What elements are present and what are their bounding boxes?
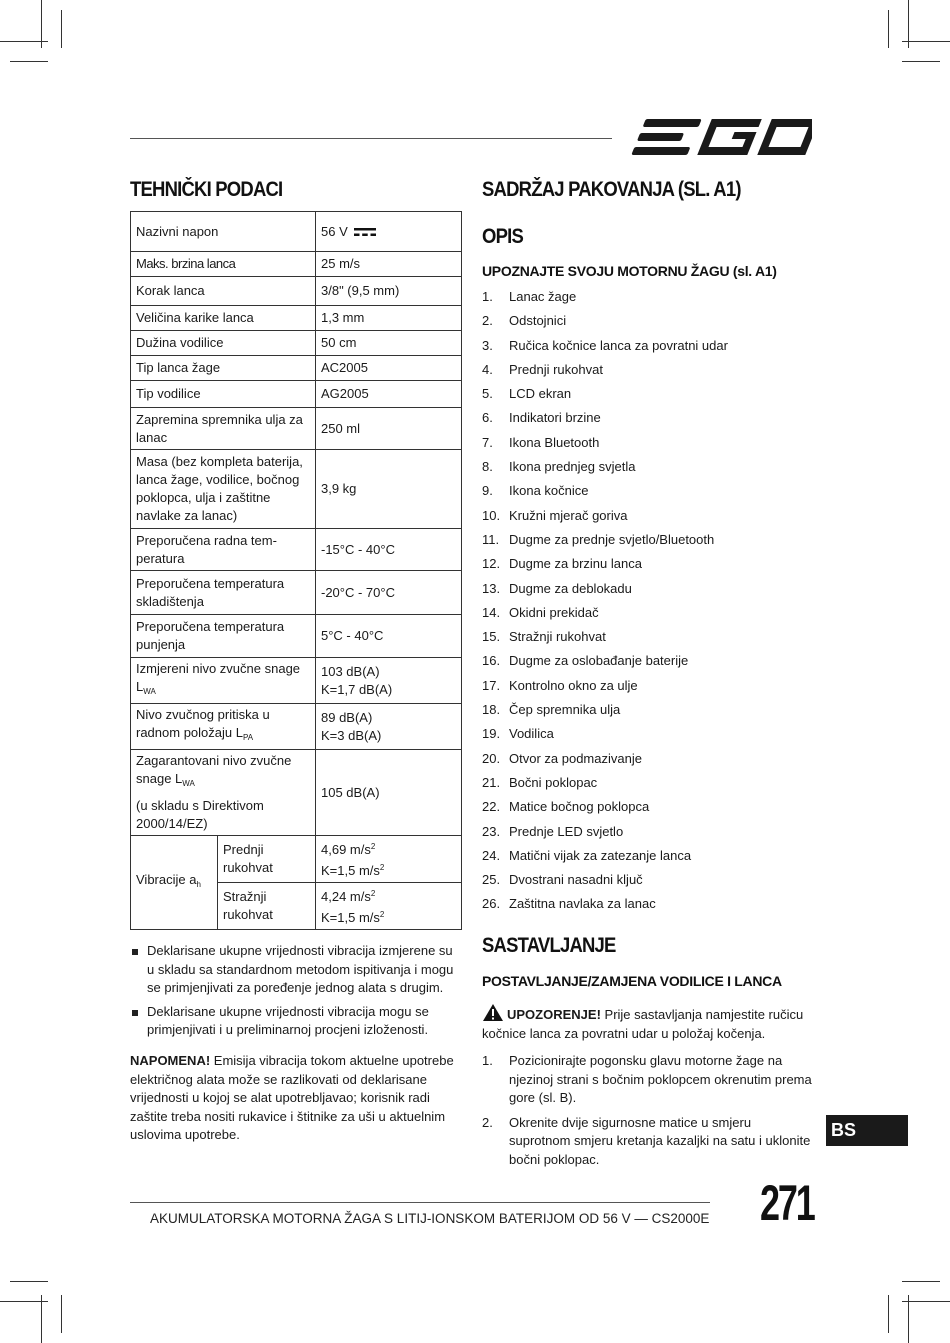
vibration-value xyxy=(316,883,462,930)
note-label: NAPOMENA! xyxy=(130,1053,211,1068)
table-row xyxy=(131,212,462,252)
list-item: 5. LCD ekran xyxy=(482,386,572,402)
spec-value xyxy=(316,704,462,750)
table-row xyxy=(131,306,462,331)
list-item: 20. Otvor za podmazivanje xyxy=(482,750,642,766)
table-row xyxy=(131,658,462,704)
vibration-notes-list xyxy=(130,942,462,1045)
list-item: Deklarisane ukupne vrijednosti vibracija mogu se primjenjivati i u preliminarnoj procjeni izloženosti. xyxy=(130,1003,462,1040)
list-item: Deklarisane ukupne vrijednosti vibracija izmjerene su u skladu sa standardnom metodom ispitivanja i mogu se primjenjivati za poređenje jednog alata s drugim. xyxy=(130,942,462,998)
page-number: 271 xyxy=(760,1175,814,1231)
vibration-value-text: 4,24 m/s xyxy=(321,889,371,904)
spec-label-sub: WA xyxy=(143,687,156,696)
spec-value-text: 103 dB(A) xyxy=(321,663,380,679)
table-row xyxy=(131,381,462,408)
crop-mark xyxy=(902,1301,950,1302)
spec-title: TEHNIČKI PODACI xyxy=(130,178,283,201)
spec-label: Veličina karike lanca xyxy=(131,306,316,331)
warning-label: UPOZORENJE! xyxy=(507,1007,601,1022)
table-row xyxy=(131,571,462,615)
crop-mark xyxy=(0,41,48,42)
table-row xyxy=(131,750,462,836)
vibration-value xyxy=(316,836,462,883)
spec-value: 1,3 mm xyxy=(316,306,462,331)
list-item: 13. Dugme za deblokadu xyxy=(482,580,632,596)
crop-mark xyxy=(902,41,950,42)
spec-label: Tip vodilice xyxy=(131,381,316,408)
vibration-value-sup: 2 xyxy=(370,889,376,898)
table-row xyxy=(131,615,462,658)
footer-text: AKUMULATORSKA MOTORNA ŽAGA S LITIJ-IONSKOM BATERIJOM OD 56 V — CS2000E xyxy=(150,1211,710,1226)
spec-value: 50 cm xyxy=(316,331,462,356)
table-row xyxy=(131,331,462,356)
table-row xyxy=(131,408,462,450)
spec-value-k: K=3 dB(A) xyxy=(321,727,382,743)
language-tab: BS xyxy=(826,1115,908,1146)
ego-logo xyxy=(628,116,812,158)
bar-chain-subtitle: POSTAVLJANJE/ZAMJENA VODILICE I LANCA xyxy=(482,973,782,989)
list-item: 14. Okidni prekidač xyxy=(482,604,599,620)
list-item: 6. Indikatori brzine xyxy=(482,410,601,426)
crop-mark xyxy=(0,1301,48,1302)
parts-list xyxy=(482,287,728,919)
spec-value: AG2005 xyxy=(316,381,462,408)
crop-mark xyxy=(888,1295,889,1333)
list-item: 22. Matice bočnog poklopca xyxy=(482,799,650,815)
know-your-saw-subtitle: UPOZNAJTE SVOJU MOTORNU ŽAGU (sl. A1) xyxy=(482,263,777,279)
spec-label-text: Izmjereni nivo zvučne snage L xyxy=(136,661,301,694)
list-item: 10. Kružni mjerač goriva xyxy=(482,507,628,523)
crop-mark xyxy=(41,1295,42,1343)
assembly-steps-list xyxy=(482,1052,812,1175)
spec-value: -15°C - 40°C xyxy=(316,529,462,571)
vibration-label xyxy=(131,836,218,930)
spec-label-sub: WA xyxy=(182,779,195,788)
spec-label: Dužina vodilice xyxy=(131,331,316,356)
vibration-k-text: K=1,5 m/s xyxy=(321,863,380,878)
table-row xyxy=(131,356,462,381)
vibration-k-sup: 2 xyxy=(379,910,385,919)
dc-symbol-icon xyxy=(354,227,376,237)
spec-value xyxy=(316,658,462,704)
list-item: 16. Dugme za oslobađanje baterije xyxy=(482,653,689,669)
list-item: 26. Zaštitna navlaka za lanac xyxy=(482,896,656,912)
list-item: 2. Odstojnici xyxy=(482,313,567,329)
spec-label: Tip lanca žage xyxy=(131,356,316,381)
vibration-sub-label: Stražnji rukohvat xyxy=(218,883,316,930)
spec-value: 105 dB(A) xyxy=(316,750,462,836)
spec-label: Preporučena temperatura skladištenja xyxy=(131,571,316,615)
list-item: 24. Matični vijak za zatezanje lanca xyxy=(482,847,692,863)
spec-label: Zapremina spremnika ulja za lanac xyxy=(131,408,316,450)
list-item: 1. Lanac žage xyxy=(482,289,577,304)
vibration-k-sup: 2 xyxy=(379,863,385,872)
crop-mark xyxy=(10,1281,48,1282)
spec-label xyxy=(131,658,316,704)
spec-label xyxy=(131,750,316,836)
spec-label: Preporučena temperatura punjenja xyxy=(131,615,316,658)
vibration-k-text: K=1,5 m/s xyxy=(321,910,380,925)
list-item: 21. Bočni poklopac xyxy=(482,774,598,790)
list-item: 25. Dvostrani nasadni ključ xyxy=(482,872,643,888)
warning-paragraph xyxy=(482,1003,812,1043)
assembly-title: SASTAVLJANJE xyxy=(482,934,616,957)
spec-label: Masa (bez kompleta baterija, lanca žage, vodilice, bočnog poklopca, ulja i zaštitne navlake za lanac) xyxy=(131,450,316,529)
spec-label: Maks. brzina lanca xyxy=(131,252,316,277)
vibration-value-text: 4,69 m/s xyxy=(321,842,371,857)
crop-mark xyxy=(902,1281,940,1282)
spec-label-text: Nivo zvučnog pritiska u radnom položaju L xyxy=(136,707,270,740)
table-row xyxy=(131,836,462,883)
warning-text: Prije sastavljanja namjestite ručicu kočnice lanca za povratni udar u položaj kočenja. xyxy=(482,1007,804,1041)
spec-value: 5°C - 40°C xyxy=(316,615,462,658)
list-item: 3. Ručica kočnice lanca za povratni udar xyxy=(482,337,728,353)
list-item: 19. Vodilica xyxy=(482,726,554,742)
list-item: 12. Dugme za brzinu lanca xyxy=(482,556,642,572)
vibration-label-text: Vibracije a xyxy=(136,872,197,887)
spec-value-text: 89 dB(A) xyxy=(321,709,373,725)
vibration-sub-label: Prednji rukohvat xyxy=(218,836,316,883)
spec-label: Preporučena radna tem- peratura xyxy=(131,529,316,571)
spec-value: 3/8" (9,5 mm) xyxy=(316,277,462,306)
note-paragraph xyxy=(130,1052,462,1145)
spec-label: Korak lanca xyxy=(131,277,316,306)
table-row xyxy=(131,252,462,277)
vibration-value-sup: 2 xyxy=(370,842,376,851)
footer-rule xyxy=(130,1202,710,1203)
list-item: 15. Stražnji rukohvat xyxy=(482,629,606,645)
crop-mark xyxy=(10,61,48,62)
spec-label-sub: PA xyxy=(242,733,254,742)
table-row xyxy=(131,450,462,529)
list-item: 17. Kontrolno okno za ulje xyxy=(482,677,638,693)
vibration-label-sub: h xyxy=(196,880,201,889)
list-item: 9. Ikona kočnice xyxy=(482,483,589,499)
spec-label-text: Zagarantovani nivo zvučne snage L xyxy=(136,753,292,786)
crop-mark xyxy=(61,1295,62,1333)
warning-triangle-icon xyxy=(482,1003,504,1022)
spec-value: AC2005 xyxy=(316,356,462,381)
list-item: 4. Prednji rukohvat xyxy=(482,361,603,377)
spec-label: Nazivni napon xyxy=(131,212,316,252)
note-text: Emisija vibracija tokom aktuelne upotrebe električnog alata može se razlikovati od deklarisane vrijednosti u kojoj se alat upotrebljavao; korisnik radi zaštite treba nositi rukavice i štitnike za uši u aktuelnim uslovima upotrebe. xyxy=(130,1053,454,1142)
spec-table xyxy=(130,211,462,930)
table-row xyxy=(131,529,462,571)
spec-value-text: 56 V xyxy=(321,223,348,239)
crop-mark xyxy=(61,10,62,48)
spec-value: -20°C - 70°C xyxy=(316,571,462,615)
list-item: 23. Prednje LED svjetlo xyxy=(482,823,624,839)
spec-value xyxy=(316,212,462,252)
crop-mark xyxy=(888,10,889,48)
list-item: 18. Čep spremnika ulja xyxy=(482,702,621,718)
crop-mark xyxy=(902,61,940,62)
list-item: 8. Ikona prednjeg svjetla xyxy=(482,459,636,475)
spec-label-note: (u skladu s Direktivom 2000/14/EZ) xyxy=(136,798,264,831)
spec-value: 25 m/s xyxy=(316,252,462,277)
list-item: 1. Pozicionirajte pogonsku glavu motorne žage na njezinoj strani s bočnim poklopcem okrenutim prema gore (sl. B). xyxy=(482,1053,812,1105)
crop-mark xyxy=(908,1295,909,1343)
spec-label xyxy=(131,704,316,750)
spec-value: 250 ml xyxy=(316,408,462,450)
description-title: OPIS xyxy=(482,225,524,248)
header-rule xyxy=(130,138,612,139)
spec-value-k: K=1,7 dB(A) xyxy=(321,681,393,697)
list-item: 7. Ikona Bluetooth xyxy=(482,434,600,450)
table-row xyxy=(131,277,462,306)
spec-value: 3,9 kg xyxy=(316,450,462,529)
package-contents-title: SADRŽAJ PAKOVANJA (SL. A1) xyxy=(482,178,741,201)
list-item: 11. Dugme za prednje svjetlo/Bluetooth xyxy=(482,531,715,547)
list-item: 2. Okrenite dvije sigurnosne matice u smjeru suprotnom smjeru kretanja kazaljki na satu i uklonite bočni poklopac. xyxy=(482,1114,811,1167)
table-row xyxy=(131,704,462,750)
